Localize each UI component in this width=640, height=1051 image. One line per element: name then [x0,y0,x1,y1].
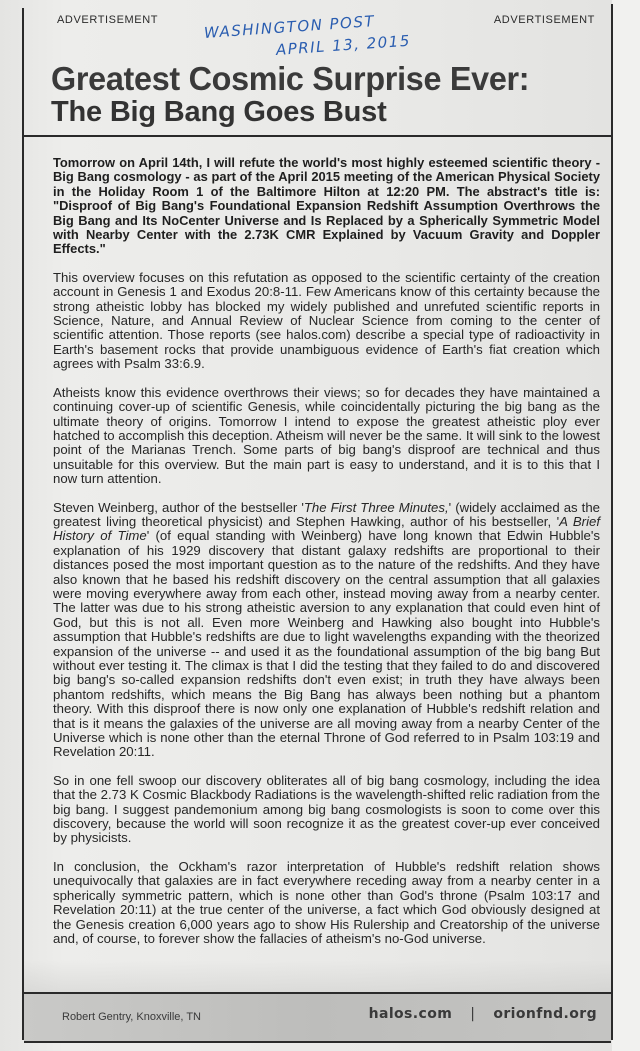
book-title: A Brief History of Time [53,513,600,544]
article-body [53,156,600,960]
advertisement-label-right: ADVERTISEMENT [493,14,595,26]
bottom-shading [24,960,611,992]
paragraph: In conclusion, the Ockham's razor interpretation of Hubble's redshift relation shows unequivocally that galaxies are in fact everywhere receding away from a nearby center in a spherically symmetric pattern, which is none other than God's throne (Psalm 103:17 and Revelation 20:11) at the true center of the universe, a fact which God obviously designed at the Genesis creation 6,000 years ago to show His Rulership and Creatorship of the universe and, of course, to forever show the fallacies of atheism's no-God universe. [53,858,600,946]
ad-border-left [22,8,24,1040]
ad-header [24,8,611,135]
headline: Greatest Cosmic Surprise Ever: [51,60,530,97]
paragraph-text: ' (widely acclaimed as the greatest living theoretical physicist) and Stephen Hawking, author of his bestseller, ' [53,499,600,529]
lead-paragraph: Tomorrow on April 14th, I will refute the world's most highly esteemed scientific theory - Big Bang cosmology - as part of the April 2015 meeting of the American Physical Society in the Holiday Room 1 of the Baltimore Hilton at 12:20 PM. The abstract's title is: "Disproof of Big Bang's Foundational Expansion Redshift Assumption Overthrows the Big Bang and Its NoCenter Universe and Is Replaced by a Spherically Symmetric Model with Nearby Center with the 2.73K CMR Explained by Vacuum Gravity and Doppler Effects." [53,155,600,257]
advertisement-label-left: ADVERTISEMENT [57,14,159,26]
handwritten-date-note: APRIL 13, 2015 [275,31,412,59]
footer-links [369,1006,597,1022]
paragraph-text: Steven Weinberg, author of the bestseller ' [53,499,304,515]
subheadline: The Big Bang Goes Bust [51,96,387,128]
website-link-orionfnd[interactable]: orionfnd.org [493,1006,597,1022]
ad-footer [24,992,611,1043]
author-credit: Robert Gentry, Knoxville, TN [62,1011,201,1023]
paragraph-text: ' (of equal standing with Weinberg) have long known that Edwin Hubble's explanation of his 1929 discovery that distant galaxy redshifts are proportional to their distances posed the most important question as to the nature of the redshifts. And they have also known that he based his redshift discovery on the central assumption that all galaxies were moving everywhere away from each other, instead moving away from a nearby center. The latter was due to his strong atheistic aversion to any explanation that could even hint of God, but this is not all. Even more Weinberg and Hawking also bought into Hubble's assumption that Hubble's redshifts are due to light wavelengths expanding with the theorized expansion of the universe -- and used it as the foundational assumption of the big bang But without ever testing it. The climax is that I did the testing that they failed to do and discovered big bang's so-called expansion redshifts don't even exist; in truth they have always been phantom redshifts, which means the Big Bang has always been nothing but a phantom theory. With this disproof there is now only one explanation of Hubble's redshift relation and that is it means the galaxies of the universe are all moving away from a nearby Center of the Universe which is none other than the eternal Throne of God referred to in Psalm 103:19 and Revelation 20:11. [53,528,600,760]
paragraph [53,501,600,760]
book-title: The First Three Minutes, [303,499,449,515]
link-separator: | [470,1006,476,1022]
ad-border-right [611,4,613,1040]
paragraph: This overview focuses on this refutation as opposed to the scientific certainty of the creation account in Genesis 1 and Exodus 20:8-11. Few Americans know of this certainty because the strong atheistic lobby has blocked my widely published and unrefuted scientific reports in Science, Nature, and Annual Review of Nuclear Science from coming to the center of scientific attention. Those reports (see halos.com) describe a special type of radioactivity in Earth's basement rocks that provide unambiguous evidence of Earth's fiat creation which agrees with Psalm 33:6.9. [53,269,600,372]
header-divider [22,135,613,137]
website-link-halos[interactable]: halos.com [368,1006,453,1022]
paragraph: So in one fell swoop our discovery obliterates all of big bang cosmology, including the idea that the 2.73 K Cosmic Blackbody Radiations is the wavelength-shifted relic radiation from the big bang. I suggest pandemonium among big bang cosmologists is soon to come over this discovery, because the world will soon recognize it as the greatest cover-up ever conceived by physicists. [53,772,600,846]
handwritten-source-note: WASHINGTON POST [203,12,376,42]
page-margin [612,0,640,1051]
paragraph: Atheists know this evidence overthrows their views; so for decades they have maintained a continuing cover-up of scientific Genesis, while coincidentally picturing the big bang as the ultimate theory of origins. Tomorrow I intend to expose the greatest atheistic ploy ever hatched to accomplish this deception. Atheism will never be the same. It will sink to the lowest point of the Marianas Trench. Some parts of big bang's disproof are technical and thus unsuitable for this overview. But the main part is easy to understand, and it is to this that I now turn attention. [53,384,600,487]
